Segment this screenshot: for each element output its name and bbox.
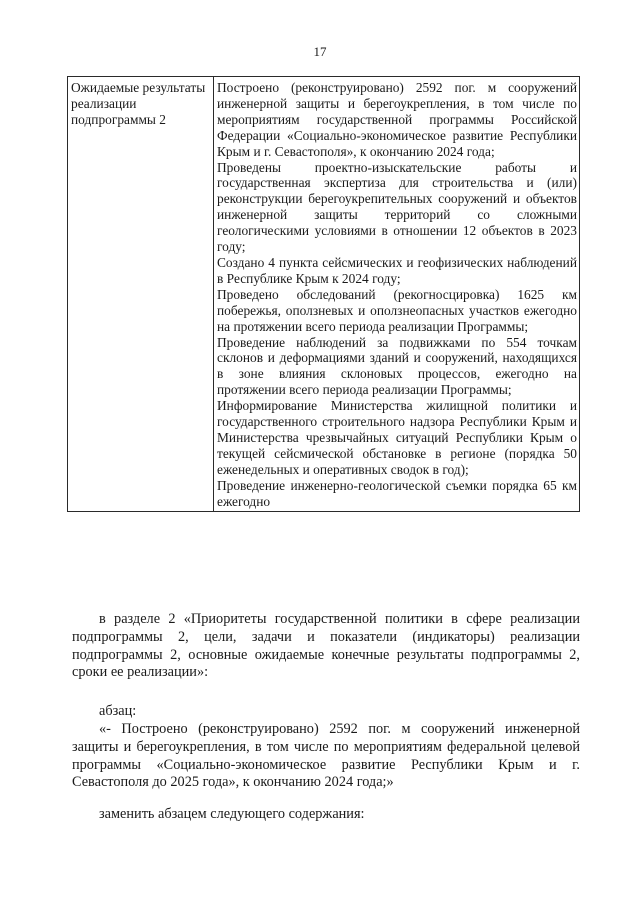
result-item-construction: Построено (реконструировано) 2592 пог. м сооружений инженерной защиты и берегоукрепления, в том числе по мероприятиям государственной программы Российской Федерации «Социально-экономическое развитие Республики Крым и г. Севастополя», к окончанию 2024 года; bbox=[217, 80, 577, 159]
quoted-paragraph: «- Построено (реконструировано) 2592 пог. м сооружений инженерной защиты и берегоукрепления, в том числе по мероприятиям федеральной целевой программы «Социально-экономическое развитие Республики Крым и г. Севастополя до 2025 года», к окончанию 2024 года;» bbox=[72, 721, 580, 791]
result-item-survey-works: Проведены проектно-изыскательские работы и государственная экспертиза для строительства и (или) реконструкции берегоукрепительных сооружений и объектов инженерной защиты территорий со сложными геологическими условиями в отношении 12 объектов в 2023 году; bbox=[217, 159, 577, 255]
results-cell bbox=[214, 77, 580, 512]
expected-results-table bbox=[67, 76, 580, 512]
table-row bbox=[68, 77, 580, 512]
result-item-slope-monitoring: Проведение наблюдений за подвижками по 554 точкам склонов и деформациями зданий и сооружений, находящихся в зоне влияния склоновых процессов, ежегодно на протяжении всего периода реализации Программы; bbox=[217, 334, 577, 398]
abzac-label: абзац: bbox=[99, 703, 137, 719]
result-item-geological-survey: Проведение инженерно-геологической съемки порядка 65 км ежегодно bbox=[217, 477, 577, 509]
result-item-informing: Информирование Министерства жилищной политики и государственного строительного надзора Республики Крым и Министерства чрезвычайных ситуаций Республики Крым о текущей сейсмической обстановке в регионе (порядка 50 еженедельных и оперативных сводок в год); bbox=[217, 398, 577, 477]
result-item-seismic-points: Создано 4 пункта сейсмических и геофизических наблюдений в Республике Крым к 2024 году; bbox=[217, 254, 577, 286]
row-label-cell: Ожидаемые результаты реализации подпрограммы 2 bbox=[68, 77, 214, 512]
page-number: 17 bbox=[313, 44, 327, 59]
section-paragraph: в разделе 2 «Приоритеты государственной политики в сфере реализации подпрограммы 2, цели, задачи и показатели (индикаторы) реализации подпрограммы 2, основные ожидаемые конечные результаты подпрограммы 2, сроки ее реализации»: bbox=[72, 611, 580, 681]
result-item-coast-inspection: Проведено обследований (рекогносцировка) 1625 км побережья, оползневых и оползнеопасных участков ежегодно на протяжении всего периода реализации Программы; bbox=[217, 286, 577, 334]
replace-paragraph: заменить абзацем следующего содержания: bbox=[99, 806, 365, 822]
